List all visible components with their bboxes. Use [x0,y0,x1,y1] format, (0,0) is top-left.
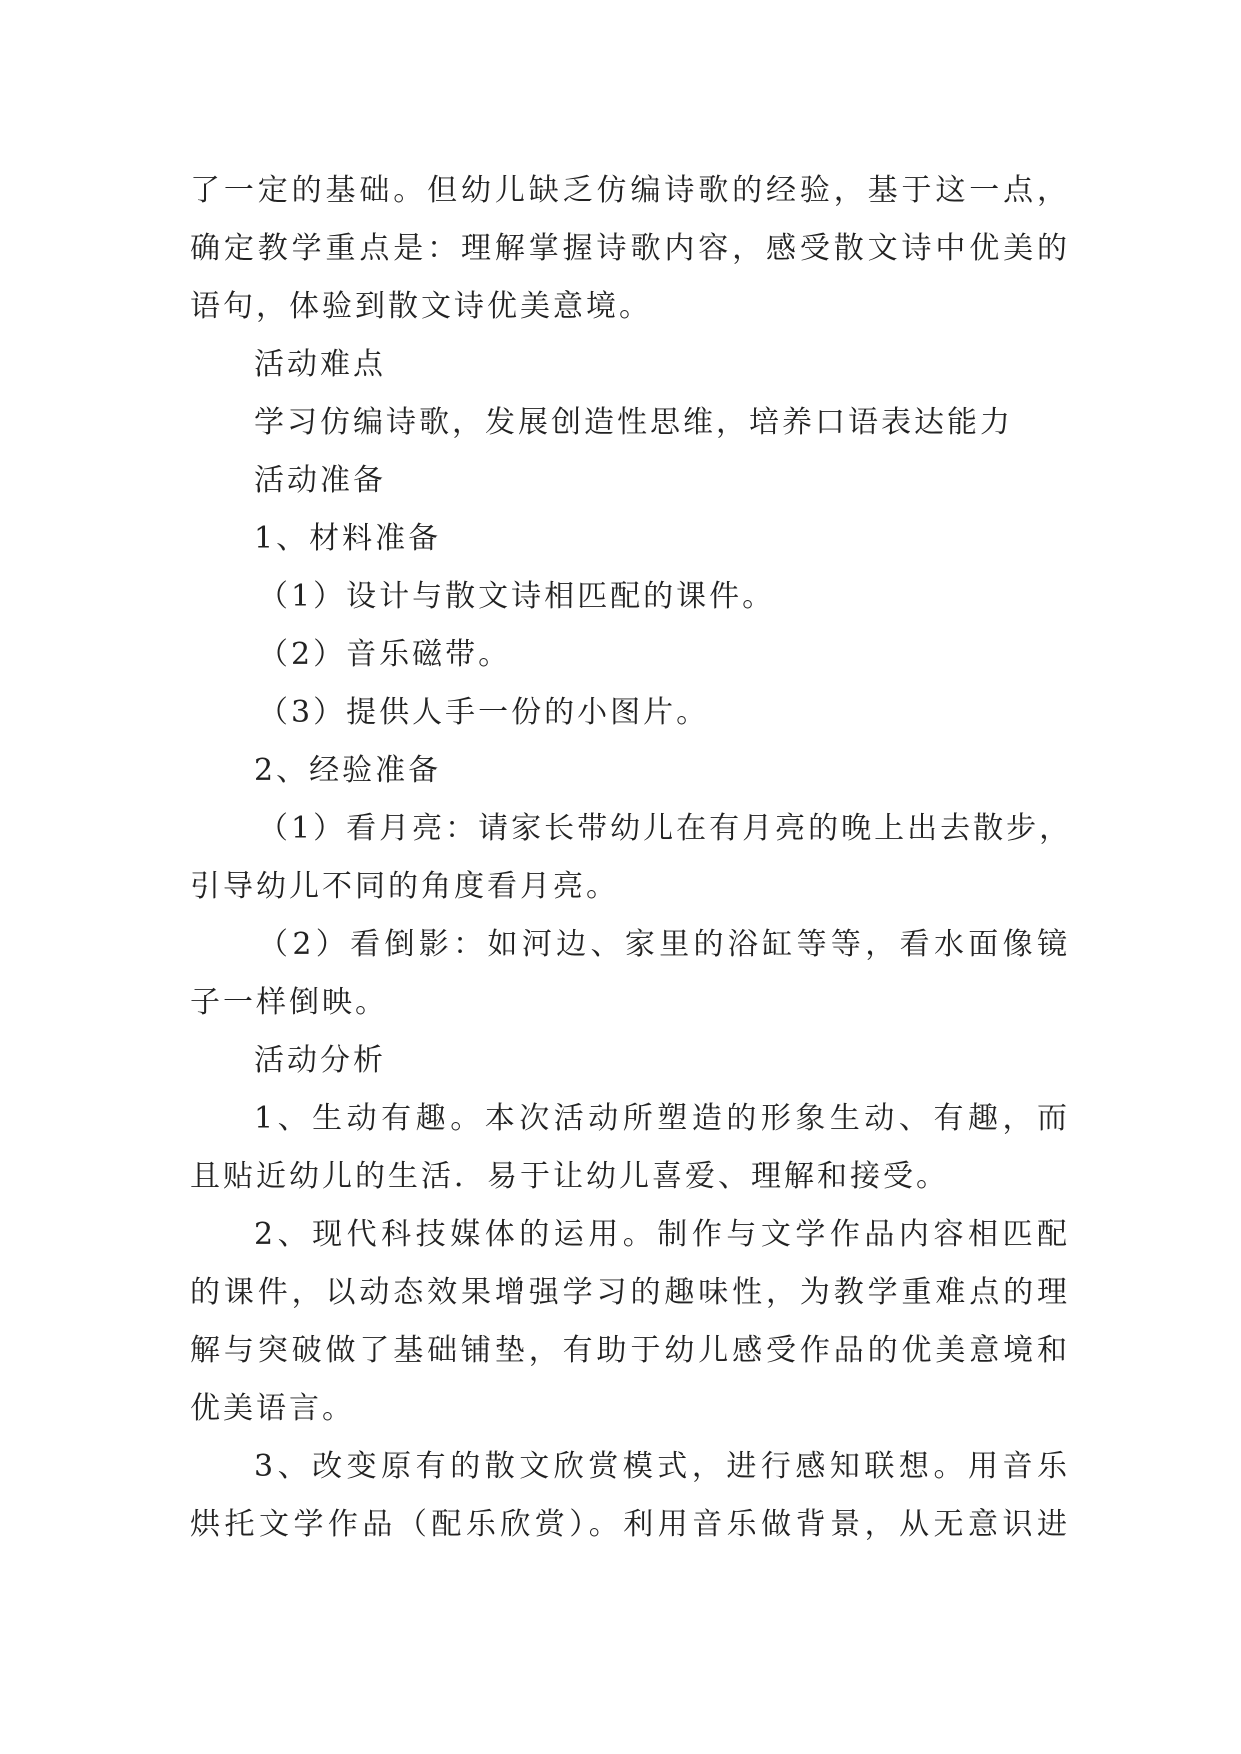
list-item: （2）看倒影：如河边、家里的浴缸等等，看水面像镜 [258,927,1070,962]
paragraph-line: 优美语言。 [190,1391,355,1426]
list-heading: 2、经验准备 [254,753,442,788]
section-heading: 活动分析 [254,1043,386,1078]
list-item: （1）看月亮：请家长带幼儿在有月亮的晚上出去散步， [258,811,1073,846]
list-item: 1、生动有趣。本次活动所塑造的形象生动、有趣，而 [254,1101,1070,1136]
section-heading: 活动准备 [254,463,386,498]
section-heading: 活动难点 [254,347,386,382]
document-body [190,162,1073,1554]
list-heading: 1、材料准备 [254,521,442,556]
list-item: 2、现代科技媒体的运用。制作与文学作品内容相匹配 [254,1217,1070,1252]
list-item: 3、改变原有的散文欣赏模式，进行感知联想。用音乐 [254,1449,1070,1484]
paragraph-line: 解与突破做了基础铺垫，有助于幼儿感受作品的优美意境和 [190,1333,1070,1368]
paragraph-line: 引导幼儿不同的角度看月亮。 [190,869,619,904]
paragraph-line: 学习仿编诗歌，发展创造性思维，培养口语表达能力 [254,405,1013,440]
paragraph-line: 烘托文学作品（配乐欣赏）。利用音乐做背景，从无意识进 [190,1507,1070,1542]
paragraph-line: 且贴近幼儿的生活．易于让幼儿喜爱、理解和接受。 [190,1159,949,1194]
paragraph-line: 的课件，以动态效果增强学习的趣味性，为教学重难点的理 [190,1275,1070,1310]
paragraph-line: 确定教学重点是：理解掌握诗歌内容，感受散文诗中优美的 [190,231,1070,266]
list-item: （2）音乐磁带。 [258,637,512,672]
list-item: （3）提供人手一份的小图片。 [258,695,710,730]
paragraph-line: 语句，体验到散文诗优美意境。 [190,289,652,324]
paragraph-line: 了一定的基础。但幼儿缺乏仿编诗歌的经验，基于这一点， [190,173,1070,208]
list-item: （1）设计与散文诗相匹配的课件。 [258,579,776,614]
paragraph-line: 子一样倒映。 [190,985,388,1020]
